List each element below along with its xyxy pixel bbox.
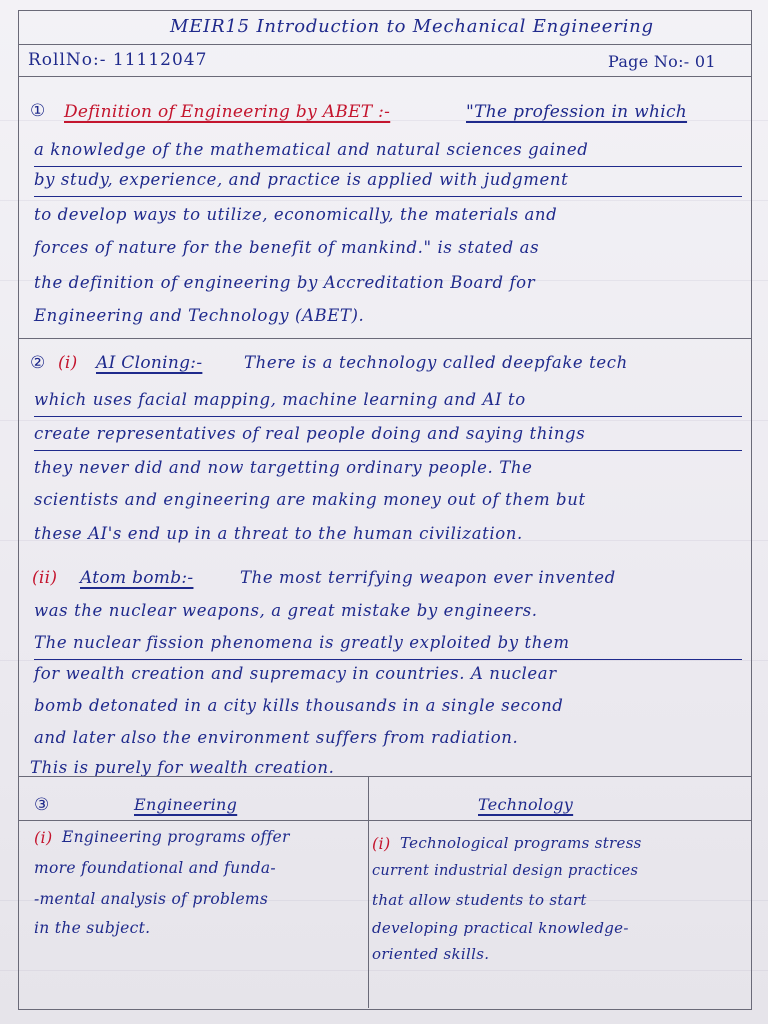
section2-sub2-line: The nuclear fission phenomena is greatly exploited by them [34, 633, 742, 660]
section1-line: to develop ways to utilize, economically, the materials and [34, 205, 558, 224]
section2-sub2-line: was the nuclear weapons, a great mistake by engineers. [34, 601, 538, 620]
section2-sub2-line: bomb detonated in a city kills thousands in a single second [34, 696, 564, 715]
table-header-rule [18, 820, 752, 821]
header-bottom-rule [18, 76, 752, 77]
section-divider [18, 338, 752, 339]
col2-marker: (i) [372, 834, 391, 853]
table-header-engineering: Engineering [134, 795, 238, 814]
course-title: MEIR15 Introduction to Mechanical Engineering [170, 16, 654, 37]
section2-sub1-marker: (i) [58, 353, 78, 373]
table-column-divider [368, 776, 369, 1008]
section-divider [18, 776, 752, 777]
section1-heading: Definition of Engineering by ABET :- [64, 102, 391, 122]
section2-sub2-marker: (ii) [32, 568, 58, 588]
col1-marker: (i) [34, 828, 53, 847]
roll-number: RollNo:- 11112047 [28, 50, 208, 70]
col2-line: Technological programs stress [400, 834, 642, 852]
section1-line: Engineering and Technology (ABET). [34, 306, 365, 325]
section1-line: forces of nature for the benefit of mankind." is stated as [34, 238, 540, 257]
section1-line: the definition of engineering by Accreditation Board for [34, 273, 536, 292]
col2-line: current industrial design practices [372, 863, 639, 879]
section1-line: "The profession in which [466, 102, 688, 122]
page-number: Page No:- 01 [608, 52, 716, 71]
col2-line: developing practical knowledge- [372, 919, 629, 937]
section2-sub2-heading: Atom bomb:- [80, 568, 194, 588]
section2-sub1-line: There is a technology called deepfake tech [244, 353, 628, 372]
col1-line: Engineering programs offer [62, 828, 290, 846]
col1-line: -mental analysis of problems [34, 890, 269, 908]
section2-sub1-line: create representatives of real people doing and saying things [34, 424, 742, 451]
section3-number: ③ [34, 795, 50, 815]
section1-number: ① [30, 101, 46, 121]
section2-sub2-line: and later also the environment suffers from radiation. [34, 728, 519, 747]
section2-sub1-line: they never did and now targetting ordinary people. The [34, 458, 533, 477]
col1-line: in the subject. [34, 919, 151, 937]
header-divider [18, 44, 752, 45]
col2-line: that allow students to start [372, 891, 587, 909]
section2-sub1-line: these AI's end up in a threat to the human civilization. [34, 524, 523, 543]
section1-line: by study, experience, and practice is applied with judgment [34, 170, 742, 197]
section2-sub2-line: This is purely for wealth creation. [30, 758, 335, 777]
section2-sub1-line: scientists and engineering are making money out of them but [34, 490, 586, 509]
table-header-technology: Technology [478, 795, 574, 814]
section2-number: ② [30, 353, 46, 373]
section2-sub1-line: which uses facial mapping, machine learning and AI to [34, 390, 742, 417]
section2-sub1-heading: AI Cloning:- [96, 353, 203, 373]
section1-line: a knowledge of the mathematical and natural sciences gained [34, 140, 742, 167]
col2-line: oriented skills. [372, 945, 490, 963]
col1-line: more foundational and funda- [34, 859, 276, 877]
section2-sub2-line: for wealth creation and supremacy in countries. A nuclear [34, 664, 557, 683]
section2-sub2-line: The most terrifying weapon ever invented [240, 568, 616, 587]
